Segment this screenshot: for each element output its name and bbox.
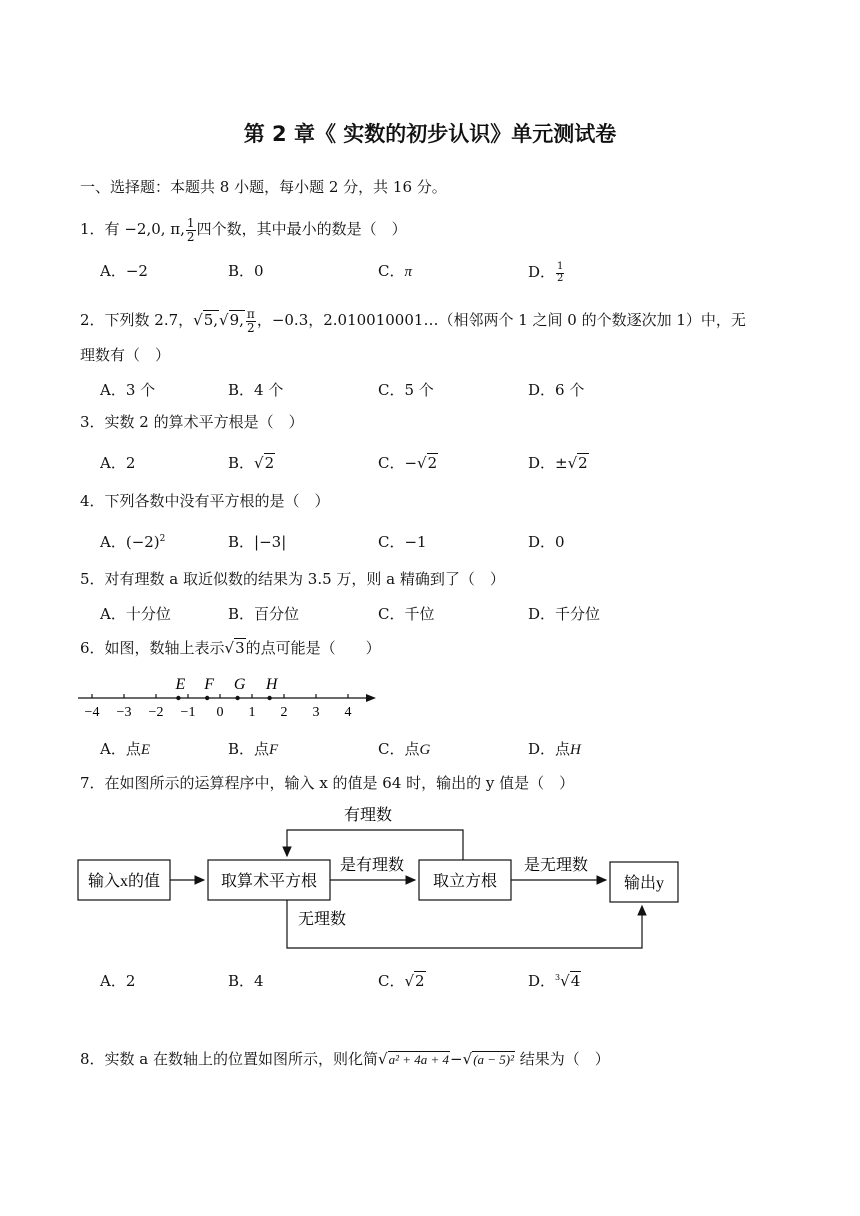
number-line-point-g	[235, 696, 239, 700]
q2-option-a[interactable]: A．3 个	[100, 381, 156, 399]
q2-fraction: $\frac{\pi}{2}$	[246, 307, 255, 335]
q1-option-b[interactable]: B．0	[228, 262, 264, 280]
flow-cbrt-label: 取立方根	[432, 873, 498, 890]
q7-option-c[interactable]: C．√2	[378, 972, 425, 990]
q1-fraction: $\frac{1}{2}$	[186, 216, 195, 244]
q1-option-a[interactable]: A．−2	[100, 262, 148, 280]
number-line-point-label: E	[175, 676, 186, 693]
q1-option-d[interactable]: D． $\frac{1}{2}$	[528, 261, 564, 284]
q8-expr-2: (a − 5)²	[473, 1052, 515, 1067]
number-line-arrow	[366, 694, 376, 702]
flow-loop-arrow	[287, 830, 463, 860]
q6-option-b[interactable]: B．点F	[228, 740, 279, 758]
q5-option-a[interactable]: A．十分位	[100, 605, 171, 623]
flow-output-label: 输出y	[623, 875, 665, 892]
question-6: 6．如图，数轴上表示√3的点可能是（ ）	[80, 639, 381, 657]
flowchart	[76, 800, 686, 955]
number-line-point-label: F	[204, 676, 215, 693]
q2-option-b[interactable]: B．4 个	[228, 381, 284, 399]
number-line-point-e	[176, 696, 180, 700]
number-line-point-label: H	[265, 676, 278, 693]
q7-option-a[interactable]: A．2	[100, 972, 136, 990]
number-line-tick-label: −3	[116, 705, 132, 720]
q3-option-a[interactable]: A．2	[100, 454, 136, 472]
q1-nums: −2,0, π,	[124, 220, 185, 239]
q5-option-b[interactable]: B．百分位	[228, 605, 300, 623]
q2-option-d[interactable]: D．6 个	[528, 381, 585, 399]
number-line-tick-label: −2	[148, 705, 164, 720]
flow-input-label: 输入x的值	[87, 873, 161, 890]
q3-option-c[interactable]: C．−√2	[378, 454, 438, 472]
q6-option-a[interactable]: A．点E	[100, 740, 151, 758]
question-3: 3．实数 2 的算术平方根是（ ）	[80, 413, 304, 431]
question-5: 5．对有理数 a 取近似数的结果为 3.5 万，则 a 精确到了（ ）	[80, 570, 505, 588]
number-line-tick-label: 0	[216, 705, 224, 720]
number-line-point-f	[205, 696, 209, 700]
question-8: 8．实数 a 在数轴上的位置如图所示，则化简√a² + 4a + 4−√(a − 5)² 结果为（ ）	[80, 1050, 610, 1068]
number-line-point-h	[267, 696, 271, 700]
q3-option-b[interactable]: B．√2	[228, 454, 275, 472]
question-7: 7．在如图所示的运算程序中，输入 x 的值是 64 时，输出的 y 值是（ ）	[80, 774, 575, 792]
q4-option-b[interactable]: B．|−3|	[228, 533, 287, 551]
q4-option-d[interactable]: D．0	[528, 533, 565, 551]
number-line-tick-label: 4	[344, 705, 352, 720]
question-4: 4．下列各数中没有平方根的是（ ）	[80, 492, 330, 510]
q6-option-d[interactable]: D．点H	[528, 740, 581, 758]
page-title: 第 2 章《 实数的初步认识》单元测试卷	[243, 122, 617, 146]
number-line-tick-label: 2	[280, 705, 288, 720]
number-line-figure	[76, 672, 386, 722]
q1-tail: 四个数，其中最小的数是（ ）	[196, 220, 407, 239]
question-1	[80, 217, 407, 243]
flow-label-irrational-bottom: 无理数	[297, 911, 347, 928]
number-line-point-label: G	[233, 676, 246, 693]
flow-sqrt-label: 取算术平方根	[220, 873, 318, 890]
q7-option-d[interactable]: D．$^3$√4	[528, 972, 581, 990]
number-line-tick-label: 1	[248, 705, 256, 720]
number-line-tick-label: −1	[180, 705, 196, 720]
question-2-line2: 理数有（ ）	[80, 346, 171, 364]
q2-root-9: 9,	[229, 311, 244, 330]
q8-expr-1: a² + 4a + 4	[388, 1052, 450, 1067]
q7-option-b[interactable]: B．4	[228, 972, 264, 990]
q4-option-c[interactable]: C．−1	[378, 533, 427, 551]
q2-root-5: 5,	[203, 311, 219, 330]
q4-option-a[interactable]: A．$(-2)^2$	[100, 533, 166, 551]
flow-label-loop: 有理数	[343, 807, 393, 824]
question-2: 2．下列数 2.7，√5,√9, $\frac{\pi}{2}$ ，−0.3，2.010010001…（相邻两个 1 之间 0 的个数逐次加 1）中，无	[80, 307, 746, 335]
number-line-tick-label: 3	[312, 705, 320, 720]
q5-option-c[interactable]: C．千位	[378, 605, 435, 623]
q1-lead: 1．有	[80, 220, 120, 239]
section-heading: 一、选择题：本题共 8 小题，每小题 2 分，共 16 分。	[80, 178, 447, 196]
flow-label-rational: 是有理数	[339, 857, 405, 874]
q6-option-c[interactable]: C．点G	[378, 740, 431, 758]
number-line-tick-label: −4	[84, 705, 100, 720]
q3-option-d[interactable]: D．±√2	[528, 454, 588, 472]
q5-option-d[interactable]: D．千分位	[528, 605, 601, 623]
q1-option-c[interactable]: C．π	[378, 262, 412, 280]
flow-label-irrational: 是无理数	[523, 857, 589, 874]
q2-option-c[interactable]: C．5 个	[378, 381, 434, 399]
